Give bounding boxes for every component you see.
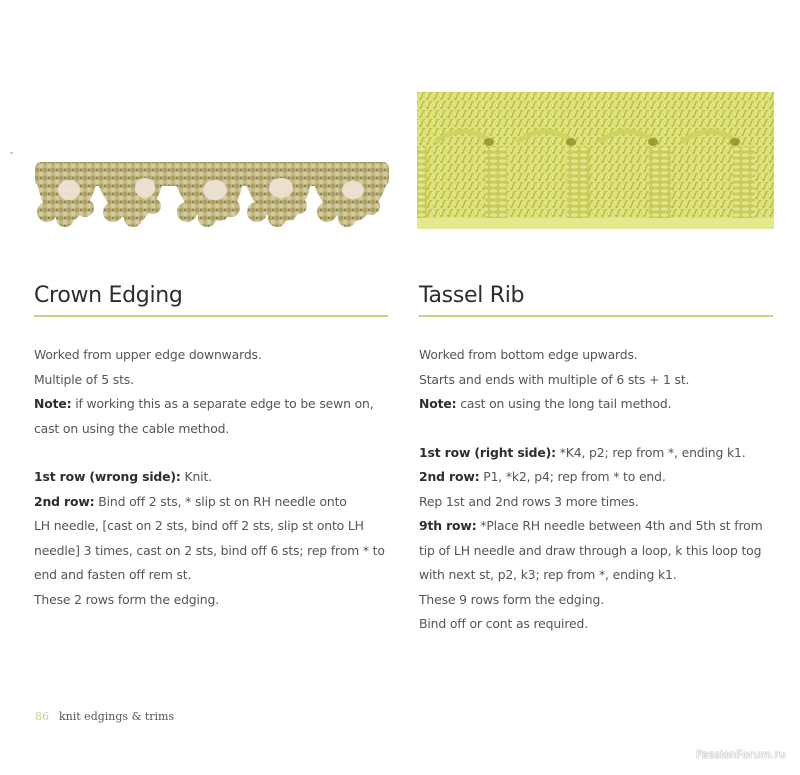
row-label: 2nd row: (34, 493, 95, 509)
intro-line: Worked from upper edge downwards. (34, 347, 262, 362)
scan-speck (10, 152, 13, 154)
row-instruction-cont: tip of LH needle and draw through a loop, k this loop tog (419, 542, 762, 558)
row-instruction-cont: end and fasten off rem st. (34, 567, 192, 582)
row-label: 2nd row: (419, 469, 480, 484)
pattern-title: Crown Edging (34, 283, 183, 308)
section-title: knit edgings & trims (59, 710, 175, 723)
row-instruction: 1st row (right side): *K4, p2; rep from *, ending k1. (419, 444, 746, 460)
pattern-instructions (419, 343, 779, 637)
tassel-rib-swatch-image (417, 92, 774, 229)
intro-line: Starts and ends with multiple of 6 sts + 1 st. (419, 371, 690, 387)
paragraph-gap (419, 417, 779, 441)
row-instruction: 2nd row: P1, *k2, p4; rep from * to end. (419, 469, 666, 484)
note-line: Note: if working this as a separate edge to be sewn on, (34, 396, 374, 411)
pattern-title: Tassel Rib (419, 283, 525, 308)
row-instruction: 1st row (wrong side): Knit. (34, 469, 212, 484)
row-instruction-cont: LH needle, [cast on 2 sts, bind off 2 sts, slip st onto LH (34, 518, 364, 533)
row-label: 1st row (wrong side): (34, 469, 181, 484)
paragraph-gap (34, 441, 394, 465)
intro-line: Worked from bottom edge upwards. (419, 347, 638, 362)
note-label: Note: (34, 396, 72, 411)
note-label: Note: (419, 396, 457, 411)
note-line-cont: cast on using the cable method. (34, 420, 230, 436)
note-line: Note: cast on using the long tail method. (419, 396, 672, 411)
pattern-instructions (34, 343, 394, 612)
row-label: 1st row (right side): (419, 444, 556, 460)
row-instruction: 2nd row: Bind off 2 sts, * slip st on RH needle onto (34, 493, 347, 509)
row-label: 9th row: (419, 518, 477, 533)
closing-line: These 2 rows form the edging. (34, 591, 220, 607)
watermark: PassionForum.ru (696, 749, 786, 761)
title-divider (419, 315, 773, 317)
page-footer (35, 710, 174, 723)
closing-line: These 9 rows form the edging. (419, 591, 605, 607)
closing-line: Bind off or cont as required. (419, 616, 588, 631)
repeat-instruction: Rep 1st and 2nd rows 3 more times. (419, 493, 639, 509)
intro-line: Multiple of 5 sts. (34, 371, 134, 387)
page-number: 86 (35, 710, 49, 723)
row-instruction-cont: with next st, p2, k3; rep from *, ending k1. (419, 567, 677, 582)
title-divider (34, 315, 388, 317)
crown-edging-swatch-image (35, 160, 389, 228)
row-instruction-cont: needle] 3 times, cast on 2 sts, bind off 6 sts; rep from * to (34, 542, 385, 558)
row-instruction: 9th row: *Place RH needle between 4th and 5th st from (419, 518, 763, 533)
